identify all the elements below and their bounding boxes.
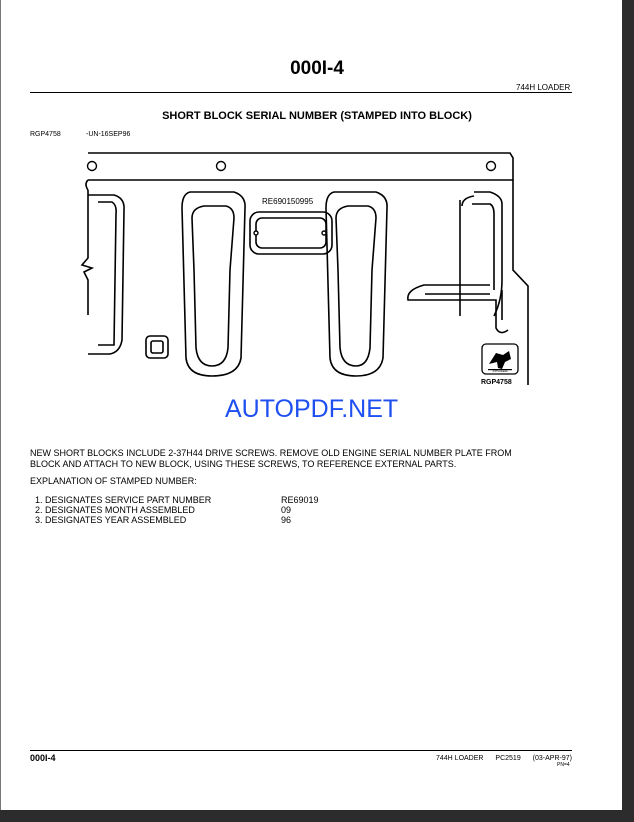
footer-pn: PN=4 xyxy=(557,762,570,768)
footer-page-id: 000I-4 xyxy=(30,753,56,763)
item-value: 09 xyxy=(281,505,292,515)
item-label: 2. DESIGNATES MONTH ASSEMBLED xyxy=(35,505,195,515)
figure-code: RGP4758 xyxy=(30,131,61,138)
explanation-heading: EXPLANATION OF STAMPED NUMBER: xyxy=(30,476,197,486)
body-line: BLOCK AND ATTACH TO NEW BLOCK, USING THESE SCREWS, TO REFERENCE EXTERNAL PARTS. xyxy=(30,458,457,469)
body-paragraph xyxy=(30,448,550,469)
footer-info xyxy=(436,755,572,762)
engine-block-diagram xyxy=(70,140,540,390)
watermark-text: AUTOPDF.NET xyxy=(225,395,399,423)
section-title: SHORT BLOCK SERIAL NUMBER (STAMPED INTO BLOCK) xyxy=(162,110,472,122)
logo-text: JOHN DEERE xyxy=(492,370,508,373)
page-shadow-bottom xyxy=(0,810,634,822)
item-label: 3. DESIGNATES YEAR ASSEMBLED xyxy=(35,515,187,525)
page-title: 000I-4 xyxy=(290,58,344,79)
footer-model: 744H LOADER xyxy=(436,755,484,762)
header-rule xyxy=(30,92,572,93)
item-value: RE69019 xyxy=(281,495,319,505)
footer-pc: PC2519 xyxy=(495,755,521,762)
model-header: 744H LOADER xyxy=(516,83,571,92)
item-label: 1. DESIGNATES SERVICE PART NUMBER xyxy=(35,495,212,505)
page-shadow-right xyxy=(622,0,634,822)
stamp-text: RE690150995 xyxy=(262,197,314,206)
body-line: NEW SHORT BLOCKS INCLUDE 2-37H44 DRIVE SCREWS. REMOVE OLD ENGINE SERIAL NUMBER PLATE FROM xyxy=(30,448,512,458)
footer-rule xyxy=(30,750,572,751)
inner-figure-code: RGP4758 xyxy=(481,379,512,386)
footer-date: (03-APR-97) xyxy=(532,755,572,762)
item-value: 96 xyxy=(281,515,292,525)
figure-date: -UN-16SEP96 xyxy=(86,131,131,138)
